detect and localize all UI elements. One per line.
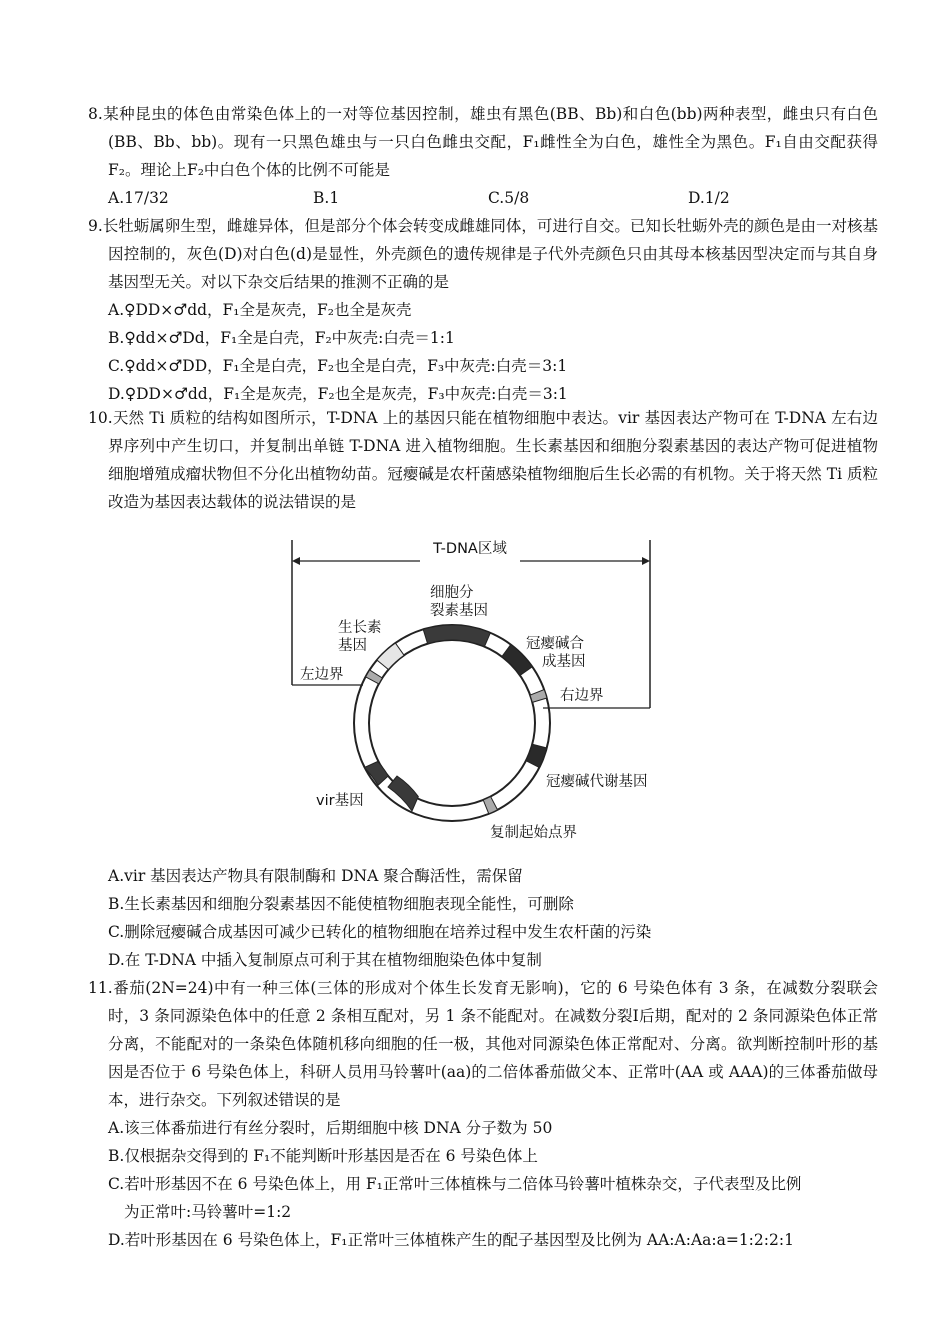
region-label: T-DNA区域	[433, 541, 507, 557]
option-c: C.若叶形基因不在 6 号染色体上，用 F₁正常叶三体植株与二倍体马铃薯叶植株杂交，子代表型及比例	[108, 1175, 802, 1193]
right-border-label: 右边界	[560, 688, 604, 704]
origin-marker	[483, 797, 497, 814]
option-b: B.仅根据杂交得到的 F₁不能判断叶形基因是否在 6 号染色体上	[108, 1147, 538, 1165]
cytokinin-label-line1: 细胞分	[430, 585, 474, 601]
option-d: D.若叶形基因在 6 号染色体上，F₁正常叶三体植株产生的配子基因型及比例为 AA:A:Aa:a=1:2:2:1	[108, 1231, 794, 1249]
right-border-marker	[530, 690, 547, 703]
opine-synthesis-label-line2: 成基因	[542, 654, 586, 670]
question-11-stem: 11.番茄(2N=24)中有一种三体(三体的形成对个体生长发育无影响)，它的 6 号染色体有 3 条，在减数分裂联会时，3 条同源染色体中的任意 2 条相互配对，另 1 条不能配对。在减数分裂Ⅰ后期，配对的 2 条同源染色体正常分离，不能配对的一条染色体随机移向细胞的任一极，其他对同源染色体正常配对、分离。欲判断控制叶形的基因是否位于 6 号染色体上，科研人员用马铃薯叶(aa)的二倍体番茄做父本、正常叶(AA 或 AAA)的三体番茄做母本，进行杂交。下列叙述错误的是	[88, 979, 878, 1109]
region-arrow-left-head	[292, 557, 300, 565]
question-9	[88, 212, 878, 408]
auxin-gene-segment	[377, 643, 404, 669]
option-c: C.删除冠瘿碱合成基因可减少已转化的植物细胞在培养过程中发生农杆菌的污染	[108, 923, 652, 941]
vir-gene-segment-2	[388, 776, 418, 811]
opine-synthesis-label-line1: 冠瘿碱合	[526, 636, 584, 652]
option-a: A.♀DD×♂dd，F₁全是灰壳，F₂也全是灰壳	[108, 301, 412, 319]
option-a: A.该三体番茄进行有丝分裂时，后期细胞中核 DNA 分子数为 50	[108, 1119, 553, 1137]
option-b: B.生长素基因和细胞分裂素基因不能使植物细胞表现全能性，可删除	[108, 895, 574, 913]
option-d: D.♀DD×♂dd，F₁全是灰壳，F₂也全是灰壳，F₃中灰壳:白壳＝3:1	[108, 385, 568, 403]
vir-gene-label: vir基因	[316, 793, 364, 809]
question-8	[88, 100, 878, 212]
option-c: C.5/8	[488, 189, 530, 207]
region-arrow-right-head	[642, 557, 650, 565]
left-border-marker	[366, 670, 383, 684]
option-a: A.17/32	[108, 189, 169, 207]
ti-plasmid-svg	[280, 535, 680, 855]
auxin-label-line2: 基因	[338, 638, 367, 654]
question-9-stem: 9.长牡蛎属卵生型，雌雄异体，但是部分个体会转变成雌雄同体，可进行自交。已知长牡蛎外壳的颜色是由一对核基因控制的，灰色(D)对白色(d)是显性，外壳颜色的遗传规律是子代外壳颜色只由其母本核基因型决定而与其自身基因型无关。对以下杂交后结果的推测不正确的是	[88, 217, 878, 291]
opine-catabolism-gene-segment	[526, 744, 547, 767]
question-11	[88, 974, 878, 1254]
cytokinin-label-line2: 裂素基因	[430, 603, 488, 619]
question-10-options	[88, 862, 878, 974]
option-b: B.♀dd×♂Dd，F₁全是白壳，F₂中灰壳:白壳＝1:1	[108, 329, 455, 347]
option-d: D.1/2	[688, 189, 730, 207]
question-8-stem: 8.某种昆虫的体色由常染色体上的一对等位基因控制，雄虫有黑色(BB、Bb)和白色(bb)两种表型，雌虫只有白色(BB、Bb、bb)。现有一只黑色雄虫与一只白色雌虫交配，F₁雌性全为白色，雄性全为黑色。F₁自由交配获得F₂。理论上F₂中白色个体的比例不可能是	[88, 105, 878, 179]
left-border-label: 左边界	[300, 667, 344, 683]
opine-catabolism-label: 冠瘿碱代谢基因	[546, 774, 648, 790]
question-10-stem: 10.天然 Ti 质粒的结构如图所示，T-DNA 上的基因只能在植物细胞中表达。vir 基因表达产物可在 T-DNA 左右边界序列中产生切口，并复制出单链 T-DNA 进入植物细胞。生长素基因和细胞分裂素基因的表达产物可促进植物细胞增殖成瘤状物但不分化出植物幼苗。冠瘿碱是农杆菌感染植物细胞后生长必需的有机物。关于将天然 Ti 质粒改造为基因表达载体的说法错误的是	[88, 409, 878, 511]
question-10	[88, 404, 878, 516]
question-8-options	[88, 184, 878, 212]
option-d: D.在 T-DNA 中插入复制原点可利于其在植物细胞染色体中复制	[108, 951, 542, 969]
option-c: C.♀dd×♂DD，F₁全是白壳，F₂也全是白壳，F₃中灰壳:白壳＝3:1	[108, 357, 568, 375]
option-a: A.vir 基因表达产物具有限制酶和 DNA 聚合酶活性，需保留	[108, 867, 523, 885]
option-b: B.1	[313, 189, 340, 207]
option-c-continued: 为正常叶:马铃薯叶=1:2	[124, 1203, 292, 1221]
origin-label: 复制起始点界	[490, 825, 577, 841]
ti-plasmid-diagram	[280, 535, 680, 855]
auxin-label-line1: 生长素	[338, 620, 382, 636]
